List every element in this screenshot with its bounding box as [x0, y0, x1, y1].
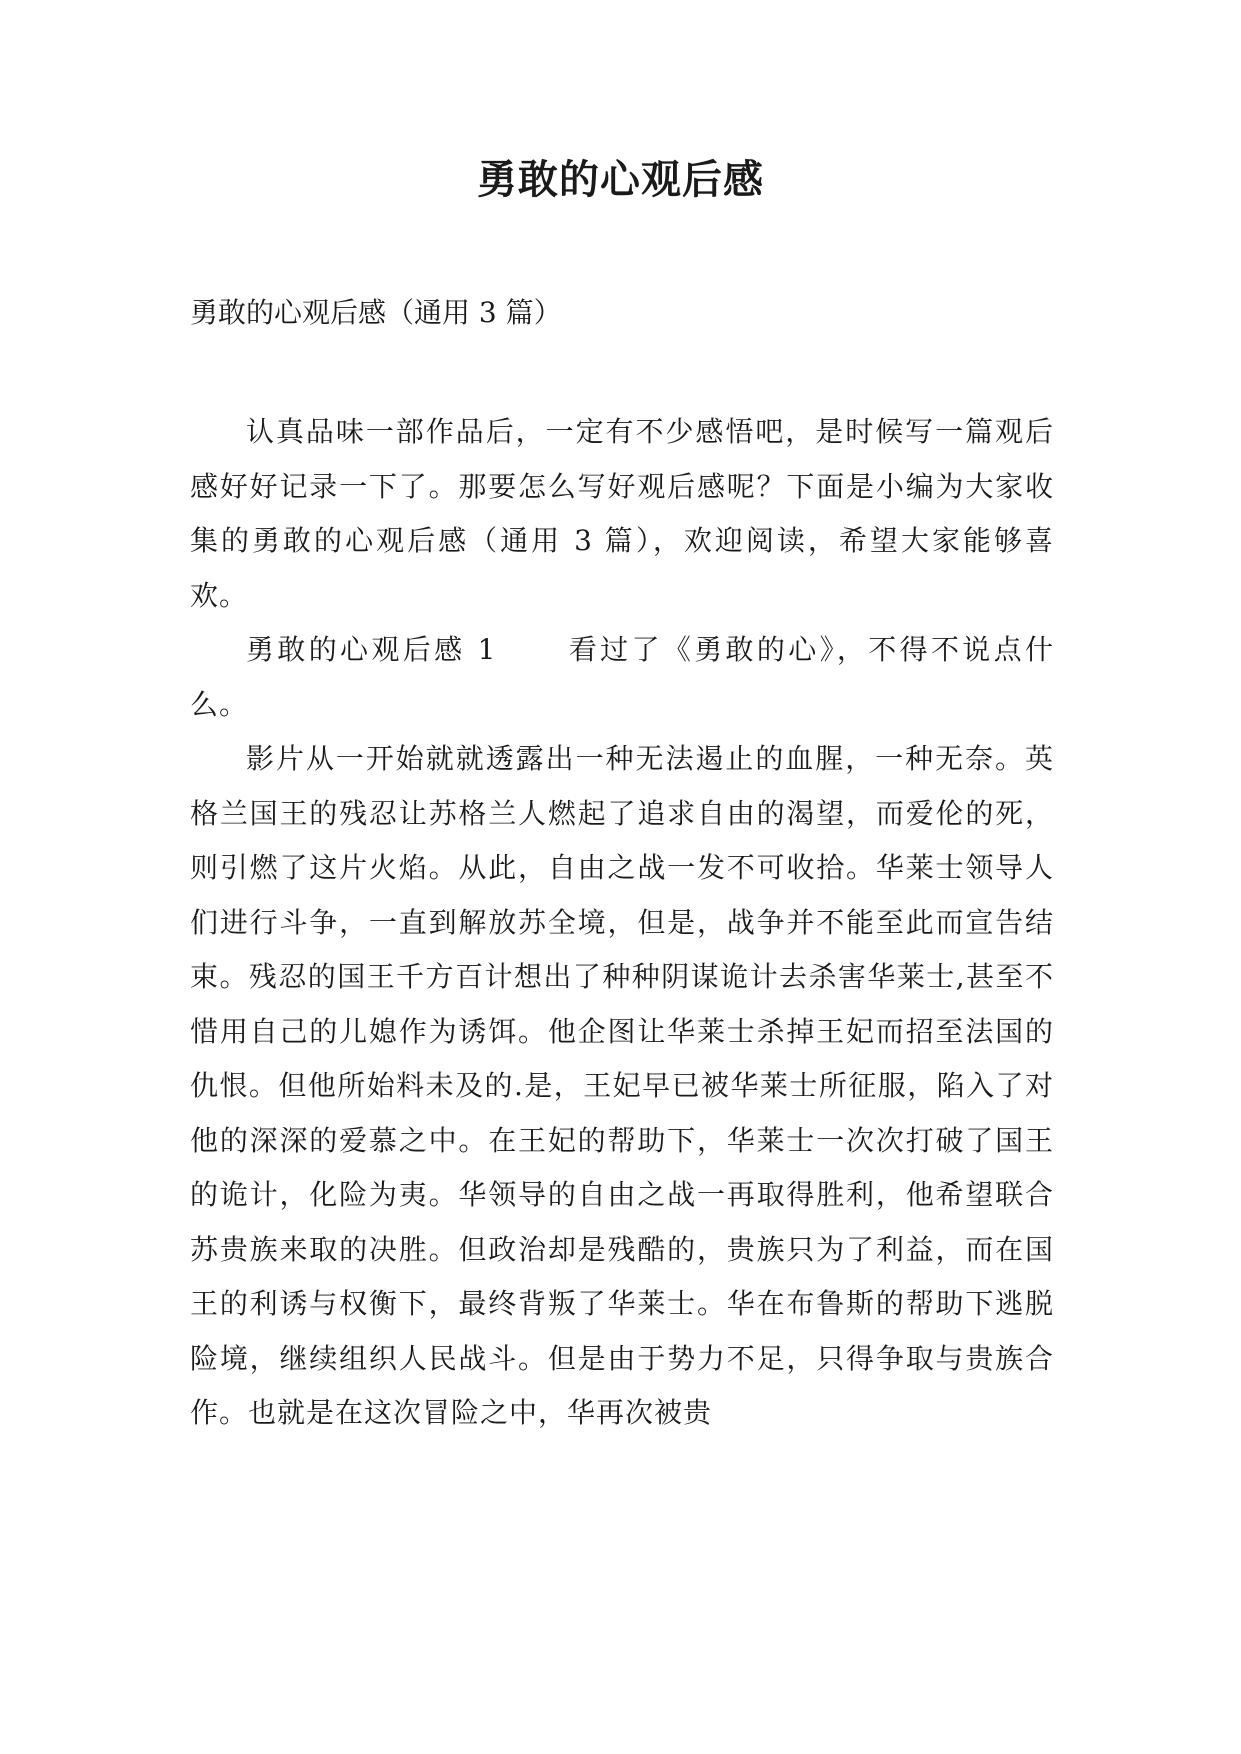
document-subtitle: 勇敢的心观后感（通用 3 篇）	[190, 296, 562, 329]
document-title: 勇敢的心观后感	[477, 156, 764, 203]
document-body	[190, 405, 1054, 1441]
body-paragraph: 影片从一开始就就透露出一种无法遏止的血腥，一种无奈。英格兰国王的残忍让苏格兰人燃起了追求自由的渴望，而爱伦的死，则引燃了这片火焰。从此，自由之战一发不可收拾。华莱士领导人们进行斗争，一直到解放苏全境，但是，战争并不能至此而宣告结束。残忍的国王千方百计想出了种种阴谋诡计去杀害华莱士,甚至不惜用自己的儿媳作为诱饵。他企图让华莱士杀掉王妃而招至法国的仇恨。但他所始料未及的.是，王妃早已被华莱士所征服，陷入了对他的深深的爱慕之中。在王妃的帮助下，华莱士一次次打破了国王的诡计，化险为夷。华领导的自由之战一再取得胜利，他希望联合苏贵族来取的决胜。但政治却是残酷的，贵族只为了利益，而在国王的利诱与权衡下，最终背叛了华莱士。华在布鲁斯的帮助下逃脱险境，继续组织人民战斗。但是由于势力不足，只得争取与贵族合作。也就是在这次冒险之中，华再次被贵	[190, 742, 1054, 1429]
section-heading: 勇敢的心观后感 1	[246, 633, 497, 666]
section-paragraph	[190, 623, 1054, 732]
section-first-sentence: 看过了《勇敢的心》，不得不说点什么。	[190, 633, 1054, 721]
intro-paragraph: 认真品味一部作品后，一定有不少感悟吧，是时候写一篇观后感好好记录一下了。那要怎么写好观后感呢？下面是小编为大家收集的勇敢的心观后感（通用 3 篇），欢迎阅读，希望大家能够喜欢。	[190, 415, 1054, 612]
